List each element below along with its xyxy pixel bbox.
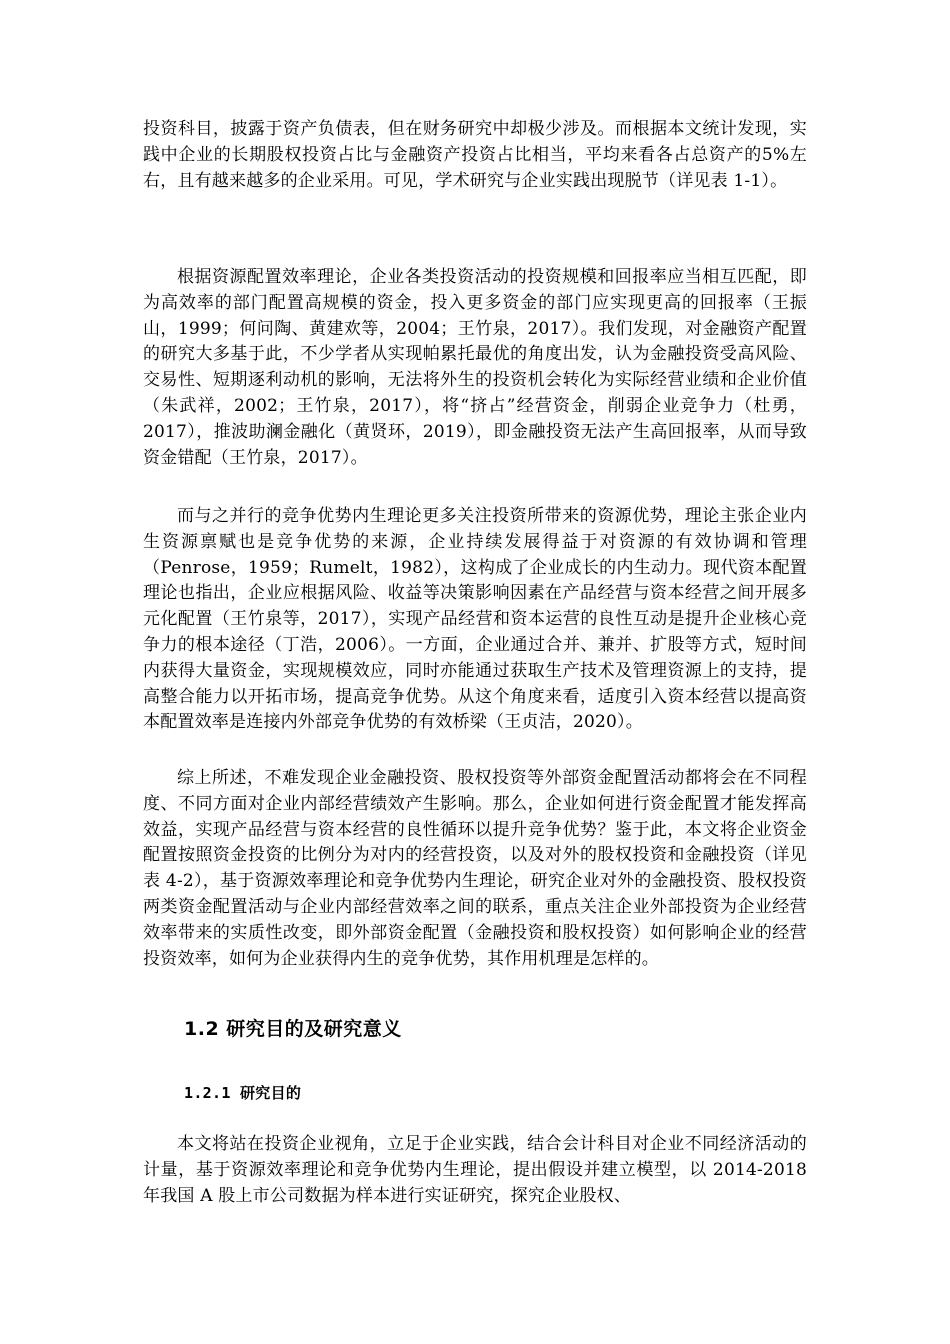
paragraph-competitive-advantage-theory: 而与之并行的竞争优势内生理论更多关注投资所带来的资源优势，理论主张企业内生资源禀赋也是竞争优势的来源，企业持续发展得益于对资源的有效协调和管理（Penrose，1959；Rumelt，1982），这构成了企业成长的内生动力。现代资本配置理论也指出，企业应根据风险、收益等决策影响因素在产品经营与资本经营之间开展多元化配置（王竹泉等，2017），实现产品经营和资本运营的良性互动是提升企业核心竞争力的根本途径（丁浩，2006）。一方面，企业通过合并、兼并、扩股等方式，短时间内获得大量资金，实现规模效应，同时亦能通过获取生产技术及管理资源上的支持，提高整合能力以开拓市场，提高竞争优势。从这个角度来看，适度引入资本经营以提高资本配置效率是连接内外部竞争优势的有效桥梁（王贞洁，2020）。 [143, 506, 807, 733]
paragraph-summary: 综上所述，不难发现企业金融投资、股权投资等外部资金配置活动都将会在不同程度、不同方面对企业内部经营绩效产生影响。那么，企业如何进行资金配置才能发挥高效益，实现产品经营与资本经营的良性循环以提升竞争优势？鉴于此，本文将企业资金配置按照资金投资的比例分为对内的经营投资，以及对外的股权投资和金融投资（详见表 4-2），基于资源效率理论和竞争优势内生理论，研究企业对外的金融投资、股权投资两类资金配置活动与企业内部经营效率之间的联系，重点关注企业外部投资为企业经营效率带来的实质性改变，即外部资金配置（金融投资和股权投资）如何影响企业的经营投资效率，如何为企业获得内生的竞争优势，其作用机理是怎样的。 [143, 768, 807, 969]
subsection-heading: 1.2.1 研究目的 [184, 1084, 302, 1102]
paragraph-resource-allocation-theory: 根据资源配置效率理论，企业各类投资活动的投资规模和回报率应当相互匹配，即为高效率的部门配置高规模的资金，投入更多资金的部门应实现更高的回报率（王振山，1999；何问陶、黄建欢等，2004；王竹泉，2017）。我们发现，对金融资产配置的研究大多基于此，不少学者从实现帕累托最优的角度出发，认为金融投资受高风险、交易性、短期逐利动机的影响，无法将外生的投资机会转化为实际经营业绩和企业价值（朱武祥，2002；王竹泉，2017），将“挤占”经营资金，削弱企业竞争力（杜勇，2017），推波助澜金融化（黄贤环，2019），即金融投资无法产生高回报率，从而导致资金错配（王竹泉，2017）。 [143, 267, 807, 468]
paragraph-continuation: 投资科目，披露于资产负债表，但在财务研究中却极少涉及。而根据本文统计发现，实践中企业的长期股权投资占比与金融资产投资占比相当，平均来看各占总资产的5%左右，且有越来越多的企业采用。可见，学术研究与企业实践出现脱节（详见表 1-1）。 [143, 119, 807, 191]
section-heading: 1.2 研究目的及研究意义 [184, 1018, 402, 1040]
paragraph-research-purpose: 本文将站在投资企业视角，立足于企业实践，结合会计科目对企业不同经济活动的计量，基于资源效率理论和竞争优势内生理论，提出假设并建立模型，以 2014-2018 年我国 A 股上市公司数据为样本进行实证研究，探究企业股权、 [143, 1134, 807, 1206]
